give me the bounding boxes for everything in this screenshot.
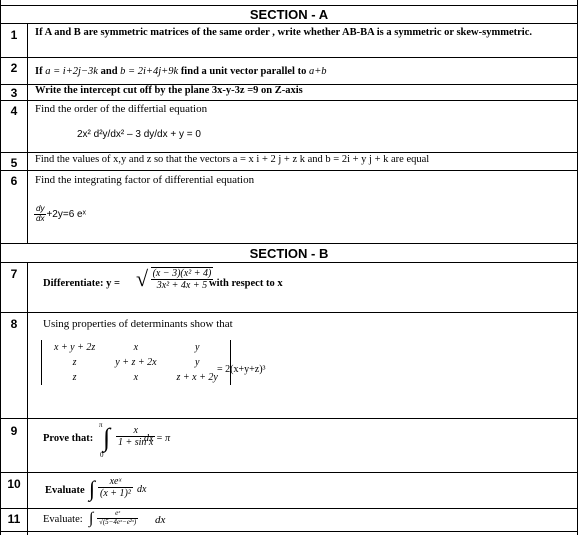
rule	[1, 100, 577, 101]
question-text	[35, 66, 327, 77]
question-number: 5	[10, 156, 18, 170]
fraction-denominator: √(5−4eˣ−e²ˣ)	[99, 517, 137, 526]
question-number: 4	[10, 104, 18, 118]
integral-rest: dx	[137, 484, 147, 495]
square-root-symbol: √	[136, 266, 149, 291]
det-cell: x + y + 2z	[54, 342, 96, 353]
column-divider	[27, 262, 28, 535]
q2-and: and	[100, 66, 118, 77]
vector-sum: a+b	[308, 66, 327, 77]
integral-lower-limit: 0	[100, 451, 104, 459]
question-number: 10	[7, 477, 21, 491]
q7-label: Differentiate: y =	[43, 278, 120, 289]
rule	[1, 5, 577, 6]
equation-rest: +2y=6 eˣ	[46, 208, 86, 220]
question-number: 11	[7, 512, 21, 526]
det-cell: z + x + 2y	[176, 372, 218, 383]
integral-sign: ∫	[103, 423, 111, 452]
rule	[1, 531, 577, 532]
rule	[1, 418, 577, 419]
det-cell: y	[194, 357, 200, 368]
question-text: Using properties of determinants show that	[43, 318, 233, 330]
question-text: Find the integrating factor of differential equation	[35, 174, 255, 186]
question-text: Find the order of the differtial equation	[35, 103, 208, 115]
q7-radical-expression	[136, 266, 213, 292]
q2-suffix: find a unit vector parallel to	[180, 66, 307, 77]
det-cell: y + z + 2x	[115, 357, 157, 368]
integral-sign: ∫	[89, 510, 94, 527]
rule	[1, 312, 577, 313]
q7-suffix: with respect to x	[209, 278, 283, 289]
rule	[1, 170, 577, 171]
integrand	[97, 510, 138, 526]
question-number: 2	[10, 61, 18, 75]
determinant-grid	[44, 340, 228, 385]
integral-rest: dx	[155, 514, 166, 526]
fraction-numerator: (x − 3)(x² + 4)	[152, 268, 212, 279]
question-number: 3	[10, 86, 18, 100]
integral-rest: dx = π	[144, 433, 171, 444]
vector-a-definition: a = i+2j−3k	[45, 66, 98, 77]
fraction-numerator: dy	[36, 204, 45, 213]
fraction-denominator: (x + 1)²	[100, 488, 131, 499]
rule	[1, 243, 577, 244]
det-cell: x	[133, 342, 139, 353]
question-text: Find the values of x,y and z so that the vectors a = x i + 2 j + z k and b = 2i + y j + k are equal	[35, 154, 430, 165]
fraction-numerator: eˣ	[97, 510, 138, 519]
section-b-title: SECTION - B	[249, 246, 329, 261]
determinant	[41, 340, 231, 385]
equation: 2x² d²y/dx² – 3 dy/dx + y = 0	[77, 129, 201, 140]
rule	[1, 262, 577, 263]
det-cell: y	[194, 342, 200, 353]
question-number: 8	[10, 317, 18, 331]
q9-label: Prove that:	[43, 433, 94, 444]
section-a-title: SECTION - A	[249, 7, 329, 22]
det-cell: z	[72, 357, 77, 368]
rule	[1, 23, 577, 24]
q10-label: Evaluate	[45, 485, 85, 496]
determinant-result: = 2(x+y+z)³	[217, 364, 266, 375]
det-cell: z	[72, 372, 77, 383]
fraction-numerator: xeˣ	[98, 476, 133, 488]
differential-equation	[34, 205, 86, 224]
question-number: 9	[10, 424, 18, 438]
integral-sign: ∫	[89, 476, 96, 501]
integrand	[98, 476, 133, 499]
det-cell: x	[133, 372, 139, 383]
integral-upper-limit: π	[99, 421, 103, 429]
rule	[1, 472, 577, 473]
column-divider	[27, 23, 28, 243]
question-text: Write the intercept cut off by the plane 3x-y-3z =9 on Z-axis	[35, 85, 303, 96]
q11-label: Evaluate:	[43, 514, 83, 525]
q2-prefix: If	[35, 66, 43, 77]
fraction-denominator: 1 + sin x	[118, 437, 154, 448]
fraction-denominator: 3x² + 4x + 5	[156, 280, 208, 291]
question-number: 7	[10, 267, 18, 281]
question-text: If A and B are symmetric matrices of the same order , write whether AB-BA is a symmetric or skew-symmetric.	[35, 27, 532, 38]
rule	[1, 508, 577, 509]
rule	[1, 152, 577, 153]
fraction-numerator: x	[116, 425, 155, 437]
fraction-denominator: dx	[36, 213, 45, 223]
rule	[1, 57, 577, 58]
vector-b-definition: b = 2i+4j+9k	[120, 66, 179, 77]
question-number: 6	[10, 174, 18, 188]
question-number: 1	[10, 28, 18, 42]
